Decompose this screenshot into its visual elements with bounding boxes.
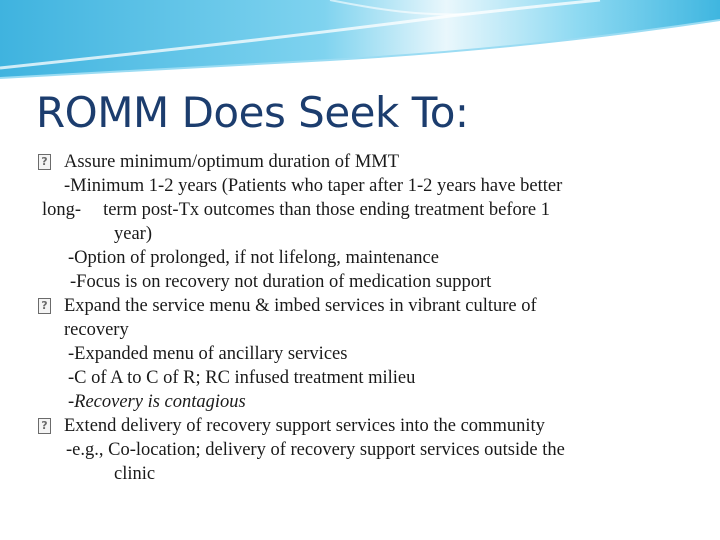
bullet-3-text: Extend delivery of recovery support services into the community <box>64 416 545 436</box>
bullet-1-line-4-text: -Option of prolonged, if not lifelong, maintenance <box>68 248 439 268</box>
bullet-1-line-5 <box>34 270 684 294</box>
bullet-2-line-3 <box>34 366 684 390</box>
bullet-2-line-1 <box>34 318 684 342</box>
bullet-2-text: Expand the service menu & imbed services in vibrant culture of <box>64 296 537 316</box>
header-wave-band <box>0 0 720 90</box>
bullet-3-line-1-text: -e.g., Co-location; delivery of recovery support services outside the <box>66 440 565 460</box>
bullet-1-line-2-text: term post-Tx outcomes than those ending treatment before 1 <box>103 200 551 220</box>
bullet-2 <box>34 294 684 318</box>
bullet-3-line-2 <box>34 462 684 486</box>
bullet-1-line-1-text: -Minimum 1-2 years (Patients who taper after 1-2 years have better <box>64 176 563 196</box>
bullet-1 <box>34 150 684 174</box>
bullet-2-line-4-text: -Recovery is contagious <box>68 392 246 412</box>
bullet-2-line-2 <box>34 342 684 366</box>
slide-body <box>34 150 684 486</box>
bullet-1-text: Assure minimum/optimum duration of MMT <box>64 152 400 172</box>
bullet-1-line-3-text: year) <box>114 224 152 244</box>
bullet-3 <box>34 414 684 438</box>
missing-glyph-icon <box>38 154 51 170</box>
bullet-1-line-2 <box>34 198 684 222</box>
bullet-1-line-3 <box>34 222 684 246</box>
bullet-1-line-4 <box>34 246 684 270</box>
slide-title: ROMM Does Seek To: <box>36 88 469 137</box>
bullet-1-line-1 <box>34 174 684 198</box>
bullet-1-line-2-prefix: long- <box>42 200 82 220</box>
bullet-1-line-5-text: -Focus is on recovery not duration of medication support <box>70 272 492 292</box>
bullet-2-line-2-text: -Expanded menu of ancillary services <box>68 344 348 364</box>
bullet-3-line-2-text: clinic <box>114 464 156 484</box>
bullet-2-line-3-text: -C of A to C of R; RC infused treatment milieu <box>68 368 416 388</box>
bullet-2-line-1-text: recovery <box>64 320 129 340</box>
missing-glyph-icon <box>38 298 51 314</box>
bullet-2-line-4 <box>34 390 684 414</box>
missing-glyph-icon <box>38 418 51 434</box>
bullet-3-line-1 <box>34 438 684 462</box>
